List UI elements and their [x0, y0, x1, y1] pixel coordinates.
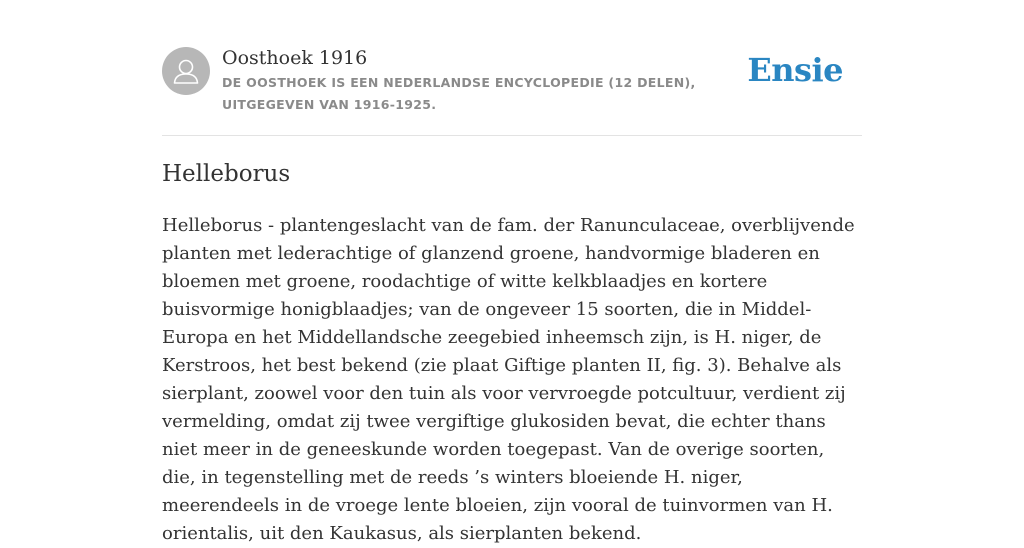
- user-silhouette-icon: [162, 47, 210, 95]
- article-title: Helleborus: [162, 161, 291, 187]
- source-title[interactable]: Oosthoek 1916: [222, 47, 368, 69]
- source-header: [162, 46, 862, 118]
- source-avatar[interactable]: [162, 47, 210, 95]
- header-divider: [162, 135, 862, 136]
- source-description: DE OOSTHOEK IS EEN NEDERLANDSE ENCYCLOPEDIE (12 DELEN), UITGEGEVEN VAN 1916-1925.: [222, 75, 696, 112]
- article-body: Helleborus - plantengeslacht van de fam. der Ranunculaceae, overblijvende planten met lederachtige of glanzend groene, handvormige bladeren en bloemen met groene, roodachtige of witte kelkblaadjes en kortere buisvormige honigblaadjes; van de ongeveer 15 soorten, die in Middel-Europa en het Middellandsche zeegebied inheemsch zijn, is H. niger, de Kerstroos, het best bekend (zie plaat Giftige planten II, fig. 3). Behalve als sierplant, zoowel voor den tuin als voor vervroegde potcultuur, verdient zij vermelding, omdat zij twee vergiftige glukosiden bevat, die echter thans niet meer in de geneeskunde worden toegepast. Van de overige soorten, die, in tegenstelling met de reeds ’s winters bloeiende H. niger, meerendeels in de vroege lente bloeien, zijn vooral de tuinvormen van H. orientalis, uit den Kaukasus, als sierplanten bekend.: [162, 215, 855, 544]
- ensie-logo[interactable]: Ensie: [747, 51, 843, 89]
